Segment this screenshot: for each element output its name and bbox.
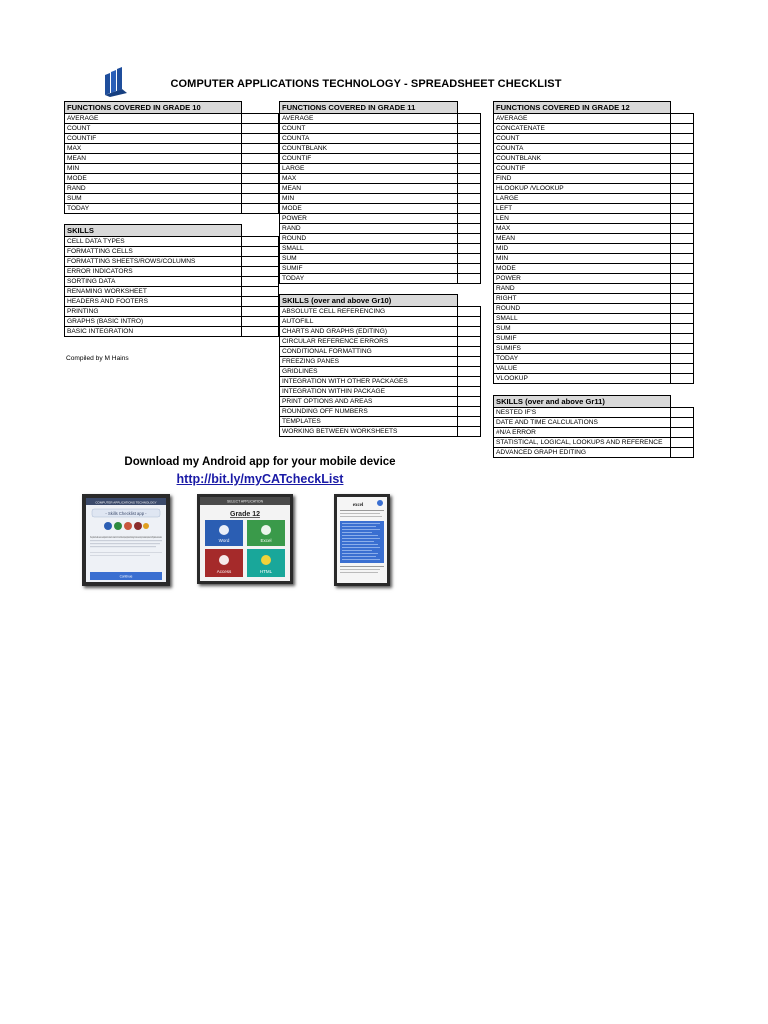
checklist-row [494,114,694,124]
grade11-item-today: TODAY [280,274,458,284]
tick-box[interactable] [458,204,481,214]
checklist-row [494,144,694,154]
grade10-skills-item-basic-integration: BASIC INTEGRATION [65,327,242,337]
grade11-functions-table [279,101,481,284]
checklist-row [65,277,279,287]
grade11-item-average: AVERAGE [280,114,458,124]
grade11-skills-item-autofill: AUTOFILL [280,317,458,327]
grade12-item-count: COUNT [494,134,671,144]
tick-box[interactable] [458,134,481,144]
tick-box[interactable] [458,124,481,134]
access-app-icon [134,522,142,530]
grade12-item-rand: RAND [494,284,671,294]
checklist-row [280,244,481,254]
grade11-item-mode: MODE [280,204,458,214]
tick-box[interactable] [671,334,694,344]
grade10-item-min: MIN [65,164,242,174]
tick-box[interactable] [242,287,279,297]
checklist-row [494,274,694,284]
grade10-item-countif: COUNTIF [65,134,242,144]
grade12-item-vlookup: VLOOKUP [494,374,671,384]
tick-box[interactable] [458,337,481,347]
tick-box[interactable] [671,274,694,284]
grade12-item-average: AVERAGE [494,114,671,124]
grade12-item-len: LEN [494,214,671,224]
tick-box[interactable] [458,264,481,274]
checklist-row [494,408,694,418]
tick-box[interactable] [458,357,481,367]
tile-html-label: HTML [259,569,273,574]
checklist-row [280,417,481,427]
checklist-row [280,214,481,224]
tick-box[interactable] [671,304,694,314]
tick-box[interactable] [671,408,694,418]
checklist-row [494,418,694,428]
grade10-skills-item-cell-data-types: CELL DATA TYPES [65,237,242,247]
tick-box[interactable] [458,244,481,254]
checklist-row [494,284,694,294]
checklist-row [280,184,481,194]
checklist-row [280,427,481,437]
grade10-functions-table [64,101,279,214]
grade12-item-right: RIGHT [494,294,671,304]
tick-box[interactable] [671,324,694,334]
grade12-skills-section-title: SKILLS (over and above Gr11) [494,396,671,408]
phone3-menu-icon [377,500,383,506]
grade11-item-rand: RAND [280,224,458,234]
checklist-row [280,174,481,184]
checklist-row [494,204,694,214]
tick-box[interactable] [242,124,279,134]
app-screenshot-excel-checklist [334,494,390,586]
checklist-row [65,237,279,247]
grade12-section-title: FUNCTIONS COVERED IN GRADE 12 [494,102,671,114]
grade12-skills-item-advanced-graph-editing: ADVANCED GRAPH EDITING [494,448,671,458]
grade12-item-sumif: SUMIF [494,334,671,344]
grade11-item-min: MIN [280,194,458,204]
checklist-row [280,397,481,407]
tick-box[interactable] [242,297,279,307]
tick-box[interactable] [671,284,694,294]
grade12-item-left: LEFT [494,204,671,214]
tick-box[interactable] [458,194,481,204]
tick-box[interactable] [458,307,481,317]
tick-box[interactable] [242,267,279,277]
grade10-skills-item-formatting-sheets-rows-columns: FORMATTING SHEETS/ROWS/COLUMNS [65,257,242,267]
tick-box[interactable] [242,327,279,337]
tick-box[interactable] [458,114,481,124]
header-spacer [242,225,279,237]
header-spacer [671,396,694,408]
checklist-row [280,387,481,397]
tick-box[interactable] [242,174,279,184]
excel-app-icon [114,522,122,530]
grade11-item-large: LARGE [280,164,458,174]
checklist-row [280,367,481,377]
phone1-title: - Skills Checklist app - [105,511,147,516]
tick-box[interactable] [671,154,694,164]
grade12-item-mode: MODE [494,264,671,274]
checklist-row [280,114,481,124]
tick-box[interactable] [458,387,481,397]
tick-box[interactable] [671,418,694,428]
grade10-skills-item-formatting-cells: FORMATTING CELLS [65,247,242,257]
checklist-row [280,194,481,204]
tick-box[interactable] [671,354,694,364]
tick-box[interactable] [242,164,279,174]
checklist-row [494,164,694,174]
grade12-skills-table [493,395,694,458]
checklist-row [494,134,694,144]
grade10-item-average: AVERAGE [65,114,242,124]
checklist-row [280,264,481,274]
tick-box[interactable] [458,407,481,417]
checklist-row [280,224,481,234]
grade12-item-sum: SUM [494,324,671,334]
tick-box[interactable] [242,237,279,247]
grade12-item-value: VALUE [494,364,671,374]
tick-box[interactable] [458,164,481,174]
grade12-skills-table-header [494,396,694,408]
word-tile-icon [219,525,229,535]
tick-box[interactable] [671,234,694,244]
grade10-skills-section-title: SKILLS [65,225,242,237]
grade10-item-max: MAX [65,144,242,154]
checklist-row [494,304,694,314]
tick-box[interactable] [671,124,694,134]
tick-box[interactable] [458,174,481,184]
tick-box[interactable] [671,438,694,448]
grade12-skills-item-statistical-logical-lookups-and-reference: STATISTICAL, LOGICAL, LOOKUPS AND REFERENCE [494,438,671,448]
tick-box[interactable] [458,317,481,327]
checklist-row [494,264,694,274]
tile-excel-label: Excel [260,538,272,543]
word-app-icon [104,522,112,530]
grade10-skills-table [64,224,279,337]
phone1-button-label: Continue [119,574,133,579]
checklist-row [494,194,694,204]
tick-box[interactable] [671,374,694,384]
grade12-item-round: ROUND [494,304,671,314]
checklist-row [280,317,481,327]
checklist-row [65,204,279,214]
tick-box[interactable] [671,144,694,154]
checklist-row [494,438,694,448]
tick-box[interactable] [458,377,481,387]
tick-box[interactable] [242,194,279,204]
checklist-row [494,364,694,374]
grade10-skills-item-graphs-basic-intro: GRAPHS (BASIC INTRO) [65,317,242,327]
checklist-row [280,274,481,284]
grade11-skills-item-integration-with-other-packages: INTEGRATION WITH OTHER PACKAGES [280,377,458,387]
excel-tile-icon [261,525,271,535]
app-screenshot-select-application [197,494,293,584]
grade12-item-concatenate: CONCATENATE [494,124,671,134]
checklist-row [280,327,481,337]
tick-box[interactable] [242,247,279,257]
checklist-row [494,324,694,334]
tick-box[interactable] [671,264,694,274]
checklist-row [280,144,481,154]
tick-box[interactable] [671,294,694,304]
grade11-skills-item-absolute-cell-referencing: ABSOLUTE CELL REFERENCING [280,307,458,317]
checklist-row [494,124,694,134]
grade12-skills-item-n-a-error: #N/A ERROR [494,428,671,438]
checklist-row [280,357,481,367]
checklist-row [65,297,279,307]
grade11-skills-item-charts-and-graphs-editing: CHARTS AND GRAPHS (EDITING) [280,327,458,337]
phone2-header: SELECT APPLICATION [226,499,264,504]
checklist-row [65,174,279,184]
compiled-by: Compiled by M Hains [66,355,129,362]
header-spacer [242,102,279,114]
grade11-item-max: MAX [280,174,458,184]
tick-box[interactable] [458,224,481,234]
checklist-row [65,317,279,327]
tick-box[interactable] [458,234,481,244]
grade11-skills-item-templates: TEMPLATES [280,417,458,427]
grade10-skills-table-header [65,225,279,237]
app-download-link[interactable]: http://bit.ly/myCATcheckList [176,472,344,486]
grade11-item-round: ROUND [280,234,458,244]
tick-box[interactable] [242,114,279,124]
tile-access-label: Access [216,569,232,574]
powerpoint-app-icon [124,522,132,530]
checklist-row [494,234,694,244]
checklist-row [65,257,279,267]
phone1-body: This app lists all the skills covered in each application from Grade 10 to Grade 12 for the South African Computer Applications Technology Curriculum according to the Education Department's CAPS guidelines documentation. [90,536,163,539]
tick-box[interactable] [458,427,481,437]
grade11-skills-item-print-options-and-areas: PRINT OPTIONS AND AREAS [280,397,458,407]
checklist-row [65,327,279,337]
grade10-skills-item-printing: PRINTING [65,307,242,317]
grade12-item-sumifs: SUMIFS [494,344,671,354]
tick-box[interactable] [671,364,694,374]
checklist-row [494,428,694,438]
checklist-row [65,307,279,317]
checklist-row [494,294,694,304]
tick-box[interactable] [671,428,694,438]
grade10-skills-item-error-indicators: ERROR INDICATORS [65,267,242,277]
html-app-icon [143,523,149,529]
checklist-row [494,334,694,344]
tick-box[interactable] [242,277,279,287]
header-spacer [458,102,481,114]
checklist-row [494,354,694,364]
tick-box[interactable] [242,184,279,194]
checklist-row [65,184,279,194]
grade10-section-title: FUNCTIONS COVERED IN GRADE 10 [65,102,242,114]
tick-box[interactable] [671,194,694,204]
grade10-item-mode: MODE [65,174,242,184]
grade11-item-small: SMALL [280,244,458,254]
grade11-skills-table [279,294,481,437]
tick-box[interactable] [671,254,694,264]
checklist-row [494,224,694,234]
checklist-row [65,124,279,134]
grade12-item-today: TODAY [494,354,671,364]
tick-box[interactable] [671,214,694,224]
checklist-row [494,154,694,164]
grade10-item-count: COUNT [65,124,242,134]
tick-box[interactable] [671,134,694,144]
grade12-item-min: MIN [494,254,671,264]
checklist-row [65,164,279,174]
checklist-row [65,247,279,257]
grade11-skills-item-gridlines: GRIDLINES [280,367,458,377]
checklist-row [280,154,481,164]
tick-box[interactable] [671,204,694,214]
grade11-item-count: COUNT [280,124,458,134]
checklist-row [494,254,694,264]
checklist-row [494,184,694,194]
grade10-skills-item-headers-and-footers: HEADERS AND FOOTERS [65,297,242,307]
checklist-row [280,254,481,264]
grade12-item-large: LARGE [494,194,671,204]
grade11-skills-item-rounding-off-numbers: ROUNDING OFF NUMBERS [280,407,458,417]
grade12-table-header [494,102,694,114]
tick-box[interactable] [458,184,481,194]
grade12-item-mid: MID [494,244,671,254]
checklist-row [280,347,481,357]
grade10-skills-item-sorting-data: SORTING DATA [65,277,242,287]
grade12-item-small: SMALL [494,314,671,324]
phone1-header: COMPUTER APPLICATIONS TECHNOLOGY [95,500,157,505]
grade10-table-header [65,102,279,114]
tick-box[interactable] [671,344,694,354]
app-screenshot-intro [82,494,170,586]
tick-box[interactable] [458,347,481,357]
tick-box[interactable] [242,204,279,214]
phone3-title: excel [352,503,364,508]
tick-box[interactable] [458,367,481,377]
grade10-item-mean: MEAN [65,154,242,164]
tick-box[interactable] [458,417,481,427]
checklist-row [65,134,279,144]
checklist-row [280,204,481,214]
grade11-table-header [280,102,481,114]
grade11-section-title: FUNCTIONS COVERED IN GRADE 11 [280,102,458,114]
grade12-item-power: POWER [494,274,671,284]
grade11-item-countblank: COUNTBLANK [280,144,458,154]
tick-box[interactable] [671,114,694,124]
checklist-row [494,314,694,324]
checklist-row [494,374,694,384]
grade11-item-counta: COUNTA [280,134,458,144]
download-heading: Download my Android app for your mobile device [124,456,396,468]
grade11-skills-item-freezing-panes: FREEZING PANES [280,357,458,367]
checklist-row [280,307,481,317]
header-spacer [671,102,694,114]
tick-box[interactable] [671,184,694,194]
tick-box[interactable] [458,214,481,224]
grade12-item-countif: COUNTIF [494,164,671,174]
tick-box[interactable] [671,314,694,324]
checklist-row [65,144,279,154]
grade12-skills-item-nested-if-s: NESTED IF'S [494,408,671,418]
checklist-row [280,164,481,174]
tick-box[interactable] [671,244,694,254]
tick-box[interactable] [458,274,481,284]
grade10-item-rand: RAND [65,184,242,194]
grade11-skills-item-integration-within-package: INTEGRATION WITHIN PACKAGE [280,387,458,397]
checklist-row [65,154,279,164]
checklist-row [280,134,481,144]
tick-box[interactable] [242,154,279,164]
checklist-row [65,194,279,204]
tick-box[interactable] [242,257,279,267]
checklist-row [494,174,694,184]
checklist-row [280,337,481,347]
checklist-row [280,124,481,134]
checklist-row [65,267,279,277]
tick-box[interactable] [458,327,481,337]
checklist-row [65,114,279,124]
checklist-row [280,377,481,387]
tile-word-label: Word [218,538,230,543]
tick-box[interactable] [671,164,694,174]
grade12-item-counta: COUNTA [494,144,671,154]
checklist-row [494,244,694,254]
grade11-skills-table-header [280,295,481,307]
grade11-skills-item-working-between-worksheets: WORKING BETWEEN WORKSHEETS [280,427,458,437]
grade12-item-mean: MEAN [494,234,671,244]
checklist-row [494,214,694,224]
tick-box[interactable] [242,144,279,154]
checklist-row [280,234,481,244]
tick-box[interactable] [671,224,694,234]
grade12-item-hlookup-vlookup: HLOOKUP /VLOOKUP [494,184,671,194]
phone2-grade-title: Grade 12 [230,511,260,518]
grade11-item-power: POWER [280,214,458,224]
grade11-item-mean: MEAN [280,184,458,194]
grade10-item-sum: SUM [65,194,242,204]
tick-box[interactable] [458,154,481,164]
grade12-skills-item-date-and-time-calculations: DATE AND TIME CALCULATIONS [494,418,671,428]
tick-box[interactable] [671,174,694,184]
grade12-item-countblank: COUNTBLANK [494,154,671,164]
grade12-functions-table [493,101,694,384]
access-tile-icon [219,555,229,565]
grade10-skills-item-renaming-worksheet: RENAMING WORKSHEET [65,287,242,297]
grade11-item-sumif: SUMIF [280,264,458,274]
grade12-item-find: FIND [494,174,671,184]
checklist-row [494,344,694,354]
grade12-item-max: MAX [494,224,671,234]
page-title: COMPUTER APPLICATIONS TECHNOLOGY - SPREADSHEET CHECKLIST [170,78,562,90]
header-spacer [458,295,481,307]
tick-box[interactable] [242,307,279,317]
grade11-skills-item-circular-reference-errors: CIRCULAR REFERENCE ERRORS [280,337,458,347]
grade11-skills-item-conditional-formatting: CONDITIONAL FORMATTING [280,347,458,357]
checklist-row [65,287,279,297]
grade10-item-today: TODAY [65,204,242,214]
tick-box[interactable] [458,254,481,264]
grade11-skills-section-title: SKILLS (over and above Gr10) [280,295,458,307]
grade11-item-sum: SUM [280,254,458,264]
html-tile-icon [261,555,271,565]
tick-box[interactable] [458,144,481,154]
tick-box[interactable] [242,134,279,144]
grade11-item-countif: COUNTIF [280,154,458,164]
tick-box[interactable] [242,317,279,327]
checklist-row [280,407,481,417]
tick-box[interactable] [458,397,481,407]
